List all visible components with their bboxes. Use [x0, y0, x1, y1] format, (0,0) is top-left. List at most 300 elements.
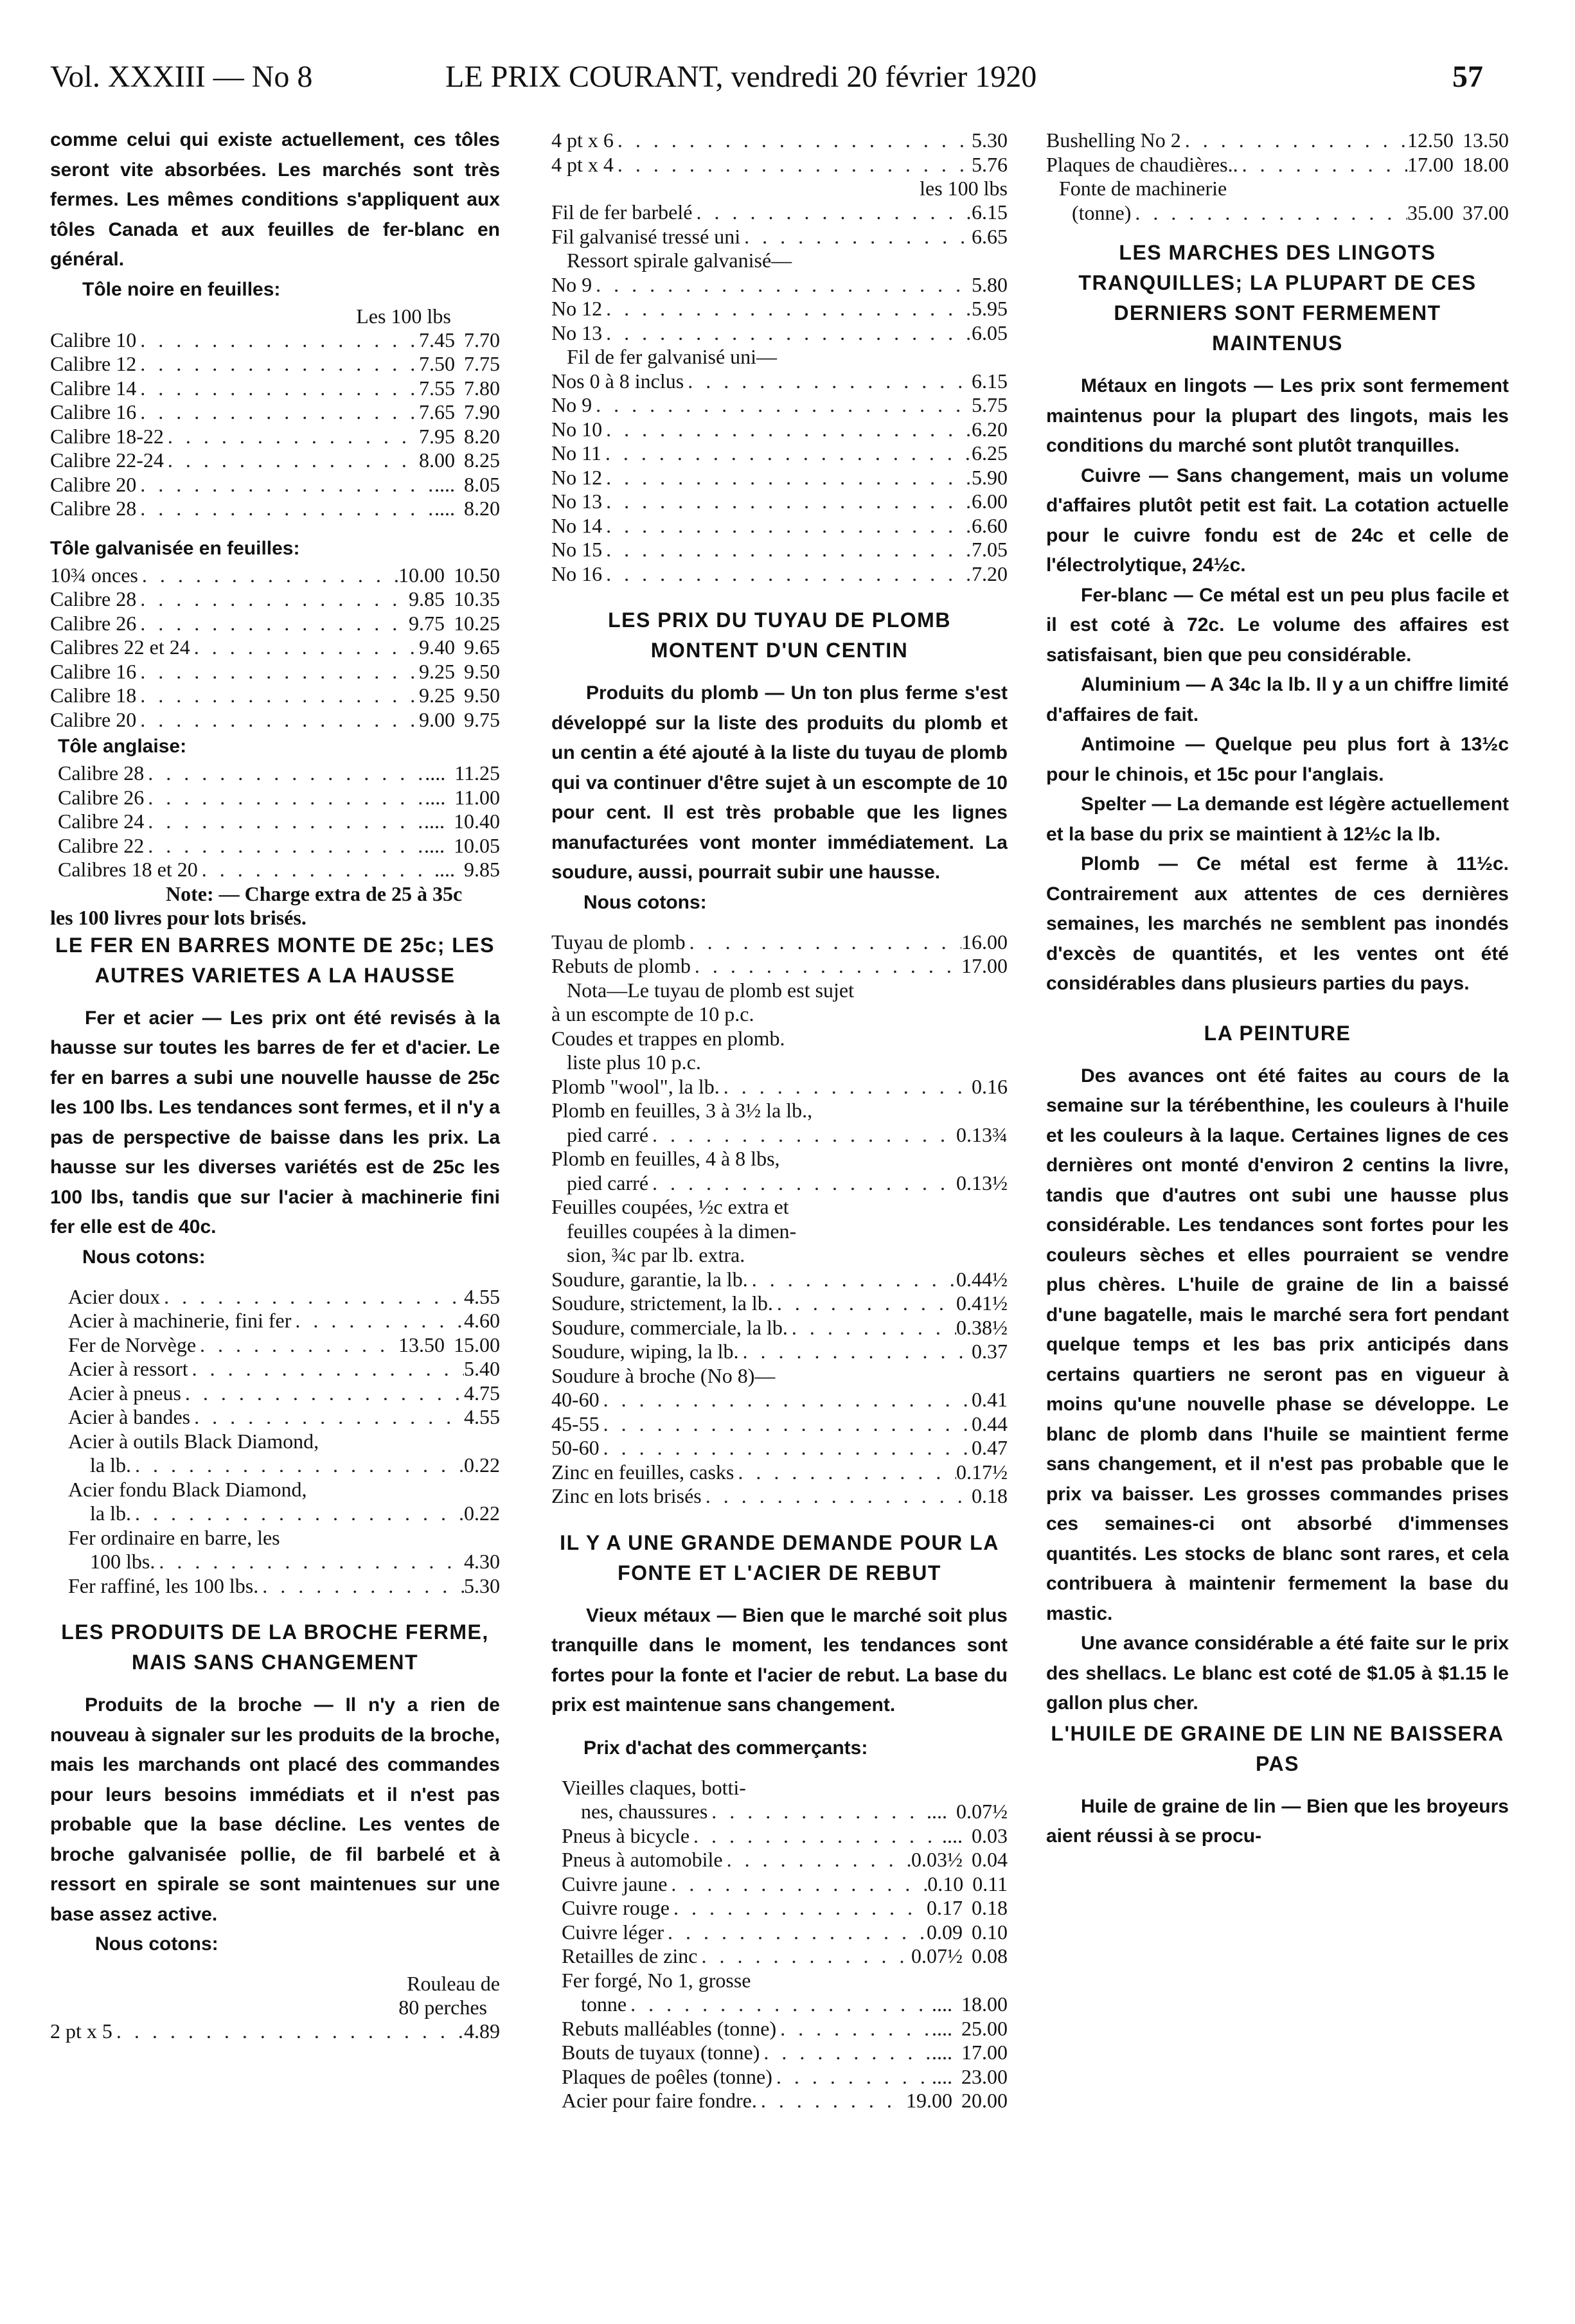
price-row — [551, 466, 1008, 490]
dot-leader — [648, 1171, 956, 1196]
price-value: 5.40 — [464, 1357, 500, 1380]
price-row — [562, 2089, 1008, 2113]
price-value: 0.11 — [972, 1872, 1008, 1895]
price-value: 15.00 — [454, 1333, 500, 1356]
plomb-feuilles-2-value: 0.13½ — [956, 1171, 1008, 1194]
note-line-1: Note: — Charge extra de 25 à 35c — [166, 882, 463, 905]
plomb-text: Ce métal est ferme à 11½c. Contrairement aux attentes de ces dernières semaines, les marchés ne semblent pas inondés d'excès de quantités, et les ventes ont été considérables dans plusieurs parties du pays. — [1046, 853, 1509, 994]
price-value: 0.44 — [972, 1412, 1008, 1435]
price-row — [562, 1920, 1008, 1945]
price-row — [562, 1896, 1008, 1920]
dot-leader — [155, 1550, 464, 1574]
plomb-wool-label: Plomb "wool", la lb. — [551, 1074, 720, 1098]
price-label: Calibre 16 — [50, 659, 137, 683]
price-label: Calibre 22-24 — [50, 448, 164, 472]
price-label: 50-60 — [551, 1436, 600, 1459]
price-label: Calibre 12 — [50, 352, 137, 375]
price-row — [50, 328, 500, 353]
spelter-text: La demande est légère actuellement et la base du prix se maintient à 12½c la lb. — [1046, 794, 1509, 845]
price-row — [551, 1316, 1008, 1340]
plomb-wool-value: 0.16 — [972, 1074, 1008, 1098]
price-value: 0.41½ — [956, 1291, 1008, 1315]
lingots-lead: Métaux en lingots — — [1081, 375, 1274, 396]
antimoine-lead: Antimoine — — [1081, 734, 1205, 755]
price-value: 0.08 — [972, 1944, 1008, 1967]
price-label: Rebuts de plomb — [551, 954, 691, 977]
price-value: 5.80 — [972, 272, 1008, 296]
page-header — [50, 59, 1483, 104]
price-row — [1046, 153, 1509, 177]
price-label: No 12 — [551, 297, 603, 320]
price-label: Plaques de chaudières.. — [1046, 152, 1238, 176]
price-row — [551, 514, 1008, 538]
dot-leader — [614, 153, 972, 177]
fonte-2: (tonne) — [1072, 200, 1132, 224]
dot-leader — [600, 1388, 972, 1412]
price-value: 10.25 — [454, 611, 500, 635]
price-row — [551, 1460, 1008, 1485]
price-value: 23.00 — [961, 2064, 1008, 2088]
price-value-low: 0.09 — [927, 1920, 963, 1944]
dot-leader — [667, 1872, 927, 1897]
price-row — [551, 153, 1008, 177]
price-row — [50, 425, 500, 449]
price-value: 6.20 — [972, 417, 1008, 441]
broche-text: Il n'y a rien de nouveau à signaler sur les produits de la broche, mais les marchands ont placé des commandes pour leurs besoins immédiats et il n'est pas probable que la base décline. Les ventes de broche galvanisée pollie, de fil barbelé et à ressort en spirale se sont maintenues sur une base assez active. — [50, 1694, 500, 1925]
price-value: 10.35 — [454, 587, 500, 610]
price-value: 0.10 — [972, 1920, 1008, 1944]
dot-leader — [138, 563, 398, 588]
fer-blanc-paragraph — [1046, 581, 1509, 671]
rouleau-line-2: 80 perches — [398, 1996, 487, 2019]
fonte-v2: 37.00 — [1463, 200, 1509, 224]
price-label: Calibre 18 — [50, 684, 137, 707]
vieilles-claques-v2: 0.07½ — [956, 1800, 1008, 1823]
soudure-broche-title: Soudure à broche (No 8)— — [551, 1363, 776, 1387]
dot-leader — [684, 369, 972, 394]
fer-forge-1: Fer forgé, No 1, grosse — [562, 1968, 751, 1992]
fer-forge-row — [562, 1992, 1008, 2017]
acier-outils-2: la lb. — [90, 1453, 131, 1477]
dot-leader — [707, 1800, 927, 1824]
price-value: 0.18 — [972, 1896, 1008, 1919]
dot-leader — [723, 1848, 911, 1872]
dot-leader — [136, 612, 409, 636]
dot-leader — [144, 810, 424, 834]
price-row — [551, 418, 1008, 442]
aluminium-lead: Aluminium — — [1081, 674, 1206, 695]
heading-huile: L'HUILE DE GRAINE DE LIN NE BAISSERA PAS — [1051, 1721, 1504, 1775]
fer-ordinaire-2: 100 lbs. — [90, 1550, 156, 1573]
price-value-low: 12.50 — [1407, 129, 1454, 152]
heading-fer-barres: LE FER EN BARRES MONTE DE 25c; LES AUTRES VARIETES A LA HAUSSE — [55, 933, 495, 987]
price-label: Acier à machinerie, fini fer — [68, 1309, 292, 1332]
dot-leader — [686, 930, 961, 955]
price-label: Calibre 28 — [50, 497, 137, 520]
price-label: Calibre 20 — [50, 472, 137, 496]
price-value: 10.50 — [454, 563, 500, 587]
dot-leader — [190, 635, 419, 660]
price-value-low: .... — [434, 497, 455, 520]
cuivre-lead: Cuivre — — [1081, 465, 1169, 486]
price-value: 7.05 — [972, 538, 1008, 561]
vieilles-claques-2: nes, chaussures — [581, 1800, 708, 1823]
price-value: 6.65 — [972, 224, 1008, 248]
huile-paragraph — [1046, 1792, 1509, 1852]
price-label: Tuyau de plomb — [551, 930, 686, 954]
price-row — [50, 377, 500, 401]
tole-galv-list — [50, 563, 500, 732]
unit-label: Les 100 lbs — [356, 304, 451, 328]
fer-ordinaire-1: Fer ordinaire en barre, les — [68, 1525, 280, 1549]
dot-leader — [670, 1896, 927, 1920]
price-value-low: .... — [932, 2041, 952, 2064]
last-value: 4.89 — [464, 2019, 500, 2043]
plomb-list — [551, 930, 1008, 979]
dot-leader — [198, 858, 434, 882]
price-row — [551, 954, 1008, 979]
price-label: Retailles de zinc — [562, 1944, 698, 1967]
price-row — [58, 834, 500, 858]
dot-leader — [144, 834, 424, 858]
last-row — [50, 2019, 500, 2044]
antimoine-paragraph — [1046, 730, 1509, 790]
price-row — [50, 660, 500, 684]
dot-leader — [734, 1460, 956, 1485]
price-value: 5.75 — [972, 393, 1008, 416]
price-value: 7.70 — [464, 328, 500, 351]
column-3 — [1046, 129, 1509, 1852]
unit-label-2: les 100 lbs — [920, 177, 1008, 200]
spelter-paragraph — [1046, 790, 1509, 849]
feuilles-coupees-1: Feuilles coupées, ½c extra et — [551, 1195, 789, 1218]
price-value-low: 10.00 — [398, 563, 445, 587]
nous-cotons-label: Nous cotons: — [82, 1246, 206, 1268]
tole-anglaise-list — [50, 761, 500, 882]
price-label: Calibre 14 — [50, 376, 137, 400]
fil-uni-list — [551, 369, 1008, 587]
soudure-broche-list — [551, 1388, 1008, 1509]
price-value: 0.18 — [972, 1484, 1008, 1507]
dot-leader — [627, 1992, 932, 2017]
price-row — [562, 1848, 1008, 1872]
price-value-low: 7.65 — [419, 400, 455, 423]
price-value-low: .... — [942, 1823, 963, 1847]
price-label: No 10 — [551, 417, 603, 441]
price-row — [50, 708, 500, 732]
dot-leader — [188, 1357, 464, 1381]
price-label: Calibres 22 et 24 — [50, 635, 190, 659]
price-value: 11.25 — [454, 761, 500, 785]
masthead: LE PRIX COURANT, vendredi 20 février 1920 — [445, 60, 1037, 94]
dot-leader — [602, 321, 972, 346]
price-value: 6.00 — [972, 490, 1008, 513]
dot-leader — [757, 2089, 906, 2113]
fer-acier-paragraph — [50, 1004, 500, 1243]
price-row — [562, 1944, 1008, 1969]
price-label: Cuivre jaune — [562, 1872, 668, 1895]
huile-text: Bien que les broyeurs aient réussi à se procu- — [1046, 1795, 1509, 1847]
price-label: Bushelling No 2 — [1046, 129, 1181, 152]
price-row — [551, 225, 1008, 249]
price-label: Fil galvanisé tressé uni — [551, 224, 741, 248]
price-label: No 13 — [551, 490, 603, 513]
achat-list-2 — [562, 2017, 1008, 2113]
price-value: 0.17½ — [956, 1460, 1008, 1484]
plomb-feuilles-2b: pied carré — [567, 1171, 649, 1194]
price-label: No 9 — [551, 393, 592, 416]
fer-forge-v1: .... — [932, 1992, 952, 2016]
acier-outils-1: Acier à outils Black Diamond, — [68, 1429, 319, 1453]
dot-leader — [136, 328, 419, 353]
price-row — [50, 563, 500, 588]
price-row — [50, 635, 500, 660]
fer-acier-text: Les prix ont été revisés à la hausse sur toutes les barres de fer et d'acier. Le fer en barres a subi une nouvelle hausse de 25c les 100 lbs. Les tendances sont fermes, et il n'y a pas de perspective de baisse dans les prix. La hausse sur les diverses variétés est de 25c les 100 lbs, tandis que sur l'acier à machinerie fini fer elle est de 40c. — [50, 1007, 500, 1237]
price-label: No 14 — [551, 513, 603, 537]
aluminium-paragraph — [1046, 670, 1509, 730]
price-label: Calibre 22 — [58, 833, 145, 857]
nota-1: Nota—Le tuyau de plomb est sujet — [567, 978, 855, 1002]
price-value: 13.50 — [1463, 129, 1509, 152]
price-label: 40-60 — [551, 1388, 600, 1411]
price-value-low: 9.25 — [419, 684, 455, 707]
nota-2: à un escompte de 10 p.c. — [551, 1002, 754, 1025]
tuyau-paragraph — [551, 679, 1008, 888]
price-value-low: .... — [425, 761, 446, 785]
plomb-feuilles-1-value: 0.13¾ — [956, 1122, 1008, 1146]
acier-outils-row — [68, 1453, 500, 1478]
dot-leader — [776, 2017, 932, 2041]
price-value: 0.41 — [972, 1388, 1008, 1411]
dot-leader — [136, 587, 409, 612]
price-value: 9.75 — [464, 707, 500, 731]
coudes-1: Coudes et trappes en plomb. — [551, 1026, 785, 1050]
price-value: 0.03 — [972, 1823, 1008, 1847]
bushelling-list — [1046, 129, 1509, 177]
price-value: 8.20 — [464, 424, 500, 448]
dot-leader — [720, 1075, 972, 1099]
nous-cotons-label-3: Nous cotons: — [583, 891, 707, 913]
dot-leader — [291, 1309, 464, 1333]
price-row — [551, 321, 1008, 346]
price-value: 0.47 — [972, 1436, 1008, 1459]
price-row — [551, 393, 1008, 418]
acier-fondu-1: Acier fondu Black Diamond, — [68, 1477, 307, 1501]
price-value-low: .... — [434, 472, 455, 496]
fer-raffine-row — [68, 1574, 500, 1599]
price-label: Acier pour faire fondre. — [562, 2089, 757, 2112]
price-value-low: 0.10 — [927, 1872, 964, 1895]
dot-leader — [600, 1412, 972, 1437]
dot-leader — [160, 1285, 464, 1309]
dot-leader — [602, 466, 972, 490]
tole-galv-title: Tôle galvanisée en feuilles: — [50, 537, 300, 559]
fonte-row — [1046, 201, 1509, 226]
plomb-lead: Plomb — — [1081, 853, 1178, 874]
price-value: 17.00 — [961, 954, 1008, 977]
price-value: 6.60 — [972, 513, 1008, 537]
price-label: Calibre 10 — [50, 328, 137, 351]
acier-fondu-2: la lb. — [90, 1502, 131, 1525]
dot-leader — [144, 786, 425, 810]
price-value: 16.00 — [961, 930, 1008, 954]
price-value: 10.40 — [454, 810, 500, 833]
plomb-feuilles-2a: Plomb en feuilles, 4 à 8 lbs, — [551, 1147, 780, 1170]
price-value-low: .... — [424, 810, 445, 833]
price-label: 45-55 — [551, 1412, 600, 1435]
dot-leader — [136, 377, 419, 401]
price-label: Zinc en lots brisés — [551, 1484, 702, 1507]
soudure-list — [551, 1268, 1008, 1364]
page-number: 57 — [1452, 60, 1483, 94]
dot-leader — [181, 1381, 464, 1406]
fer-blanc-lead: Fer-blanc — — [1081, 584, 1193, 606]
dot-leader — [602, 490, 972, 514]
price-value: 8.05 — [464, 472, 500, 496]
price-row — [68, 1357, 500, 1381]
rebut-paragraph — [551, 1601, 1008, 1721]
rouleau-line-1: Rouleau de — [407, 1972, 500, 1995]
price-row — [562, 1872, 1008, 1897]
dot-leader — [602, 514, 972, 538]
price-value: 7.75 — [464, 352, 500, 375]
price-value: 0.37 — [972, 1340, 1008, 1363]
price-label: Soudure, commerciale, la lb. — [551, 1315, 788, 1339]
price-row — [551, 930, 1008, 955]
fonte-v1: 35.00 — [1407, 200, 1454, 224]
prix-achat-label: Prix d'achat des commerçants: — [583, 1737, 868, 1759]
price-label: Cuivre rouge — [562, 1896, 670, 1919]
price-value-low: .... — [434, 858, 455, 881]
price-label: Rebuts malléables (tonne) — [562, 2016, 777, 2040]
price-label: Calibre 26 — [50, 611, 137, 635]
price-label: Acier à ressort — [68, 1357, 188, 1380]
price-row — [562, 2041, 1008, 2065]
dot-leader — [112, 2019, 464, 2044]
dot-leader — [614, 129, 972, 153]
price-label: No 12 — [551, 465, 603, 489]
fil-list — [551, 200, 1008, 249]
peinture-paragraph: Des avances ont été faites au cours de la semaine sur la térébenthine, les couleurs à l'huile et les couleurs à la laque. Certaines lignes de ces dernières ont monté d'environ 2 centins la livre, tandis que d'autres ont subi une hausse plus considérable. Les tendances sont fortes pour les couleurs sèches et elles pourraient se vendre plus chères. L'huile de graine de lin a baissé d'une bagatelle, mais le marché sera fort pendant quelque temps et les bas prix anticipés dans certains quartiers ne seront pas en vigueur à moins qu'une nouvelle phase se développe. Le blanc de plomb dans l'huile se maintient ferme sans changement, et il n'est pas probable que le prix va baisser. Les grosses commandes prises ces semaines-ci ont absorbé d'immenses quantités. Les stocks de blanc sont rares, et cela contribuera à maintenir fermement la base du mastic. — [1046, 1065, 1509, 1624]
fer-raffine-value: 5.30 — [464, 1574, 500, 1597]
broche-lead: Produits de la broche — — [85, 1694, 334, 1716]
price-value: 5.76 — [972, 152, 1008, 176]
price-value: 5.90 — [972, 465, 1008, 489]
heading-rebut: IL Y A UNE GRANDE DEMANDE POUR LA FONTE ET L'ACIER DE REBUT — [560, 1530, 999, 1584]
price-row — [551, 490, 1008, 514]
pt-list — [551, 129, 1008, 177]
dot-leader — [136, 708, 419, 732]
price-value-low: 9.40 — [419, 635, 455, 659]
price-row — [50, 473, 500, 497]
price-value: 8.25 — [464, 448, 500, 472]
shellac-paragraph: Une avance considérable a été faite sur le prix des shellacs. Le blanc est coté de $1.05 à $1.15 le gallon plus cher. — [1046, 1633, 1509, 1714]
price-row — [551, 1484, 1008, 1509]
price-value-low: 9.00 — [419, 707, 455, 731]
price-label: Calibre 28 — [50, 587, 137, 610]
spelter-lead: Spelter — — [1081, 794, 1171, 815]
price-value: 6.05 — [972, 321, 1008, 344]
dot-leader — [136, 400, 419, 425]
dot-leader — [602, 538, 972, 562]
dot-leader — [190, 1405, 464, 1430]
price-label: No 15 — [551, 538, 603, 561]
price-value: 8.20 — [464, 497, 500, 520]
dot-leader — [131, 1502, 464, 1526]
price-row — [551, 1340, 1008, 1364]
acier-list — [50, 1285, 500, 1430]
dot-leader — [600, 1436, 972, 1460]
heading-tuyau: LES PRIX DU TUYAU DE PLOMB MONTENT D'UN CENTIN — [608, 608, 951, 662]
price-value-low: 9.85 — [409, 587, 445, 610]
price-row — [68, 1285, 500, 1309]
dot-leader — [136, 473, 434, 497]
price-value: 6.15 — [972, 369, 1008, 393]
price-row — [551, 369, 1008, 394]
price-row — [50, 400, 500, 425]
dot-leader — [602, 418, 972, 442]
dot-leader — [258, 1574, 464, 1599]
price-label: Nos 0 à 8 inclus — [551, 369, 684, 393]
vieilles-claques-1: Vieilles claques, botti- — [562, 1775, 746, 1799]
dot-leader — [690, 1824, 942, 1849]
volume-number: Vol. XXXIII — No 8 — [50, 60, 313, 94]
dot-leader — [773, 1291, 956, 1316]
fil-uni-title: Fil de fer galvanisé uni— — [567, 345, 778, 368]
column-2 — [551, 129, 1008, 2113]
price-row — [551, 273, 1008, 297]
price-value: 17.00 — [961, 2041, 1008, 2064]
price-value-low: .... — [425, 785, 446, 809]
price-row — [551, 538, 1008, 562]
rebut-text: Bien que le marché soit plus tranquille dans le moment, les tendances sont fortes pour la fonte et l'acier de rebut. La base du prix est maintenue sans changement. — [551, 1604, 1008, 1716]
dot-leader — [602, 297, 972, 321]
price-label: Zinc en feuilles, casks — [551, 1460, 734, 1484]
acier-fondu-value: 0.22 — [464, 1502, 500, 1525]
feuilles-coupees-2: feuilles coupées à la dimen- — [567, 1219, 797, 1243]
dot-leader — [648, 1123, 956, 1148]
plomb-paragraph — [1046, 849, 1509, 999]
price-label: Acier doux — [68, 1284, 161, 1308]
dot-leader — [664, 1920, 927, 1945]
price-label: Soudure, garantie, la lb. — [551, 1267, 748, 1291]
dot-leader — [772, 2065, 932, 2089]
dot-leader — [136, 352, 419, 377]
price-value: 9.50 — [464, 684, 500, 707]
dot-leader — [740, 225, 972, 249]
fer-ordinaire-row — [68, 1550, 500, 1574]
price-value-low: 8.00 — [419, 448, 455, 472]
dot-leader — [1131, 201, 1407, 226]
price-value: 9.85 — [464, 858, 500, 881]
ressort-list — [551, 273, 1008, 346]
huile-lead: Huile de graine de lin — — [1081, 1795, 1301, 1817]
price-row — [58, 761, 500, 786]
vieilles-claques-v1: .... — [927, 1800, 947, 1823]
broche-paragraph — [50, 1690, 500, 1929]
price-value: 0.38½ — [956, 1315, 1008, 1339]
price-value: 0.04 — [972, 1848, 1008, 1871]
price-label: Acier à bandes — [68, 1405, 191, 1428]
aluminium-text: A 34c la lb. Il y a un chiffre limité d'affaires de fait. — [1046, 674, 1509, 725]
price-value-low: 9.25 — [419, 659, 455, 683]
price-value: 11.00 — [454, 785, 500, 809]
plomb-feuilles-1b: pied carré — [567, 1122, 649, 1146]
price-label: Soudure, strictement, la lb. — [551, 1291, 773, 1315]
price-value: 25.00 — [961, 2016, 1008, 2040]
price-label: 4 pt x 6 — [551, 129, 614, 152]
tuyau-text: Un ton plus ferme s'est développé sur la liste des produits du plomb et un centin a été ajouté à la liste du tuyau de plomb qui va continuer d'être sujet à un escompte de 10 pour cent. Il est très probable que les lignes manufacturées vont monter immédiatement. La soudure, aussi, pourrait subir une hausse. — [551, 682, 1008, 883]
